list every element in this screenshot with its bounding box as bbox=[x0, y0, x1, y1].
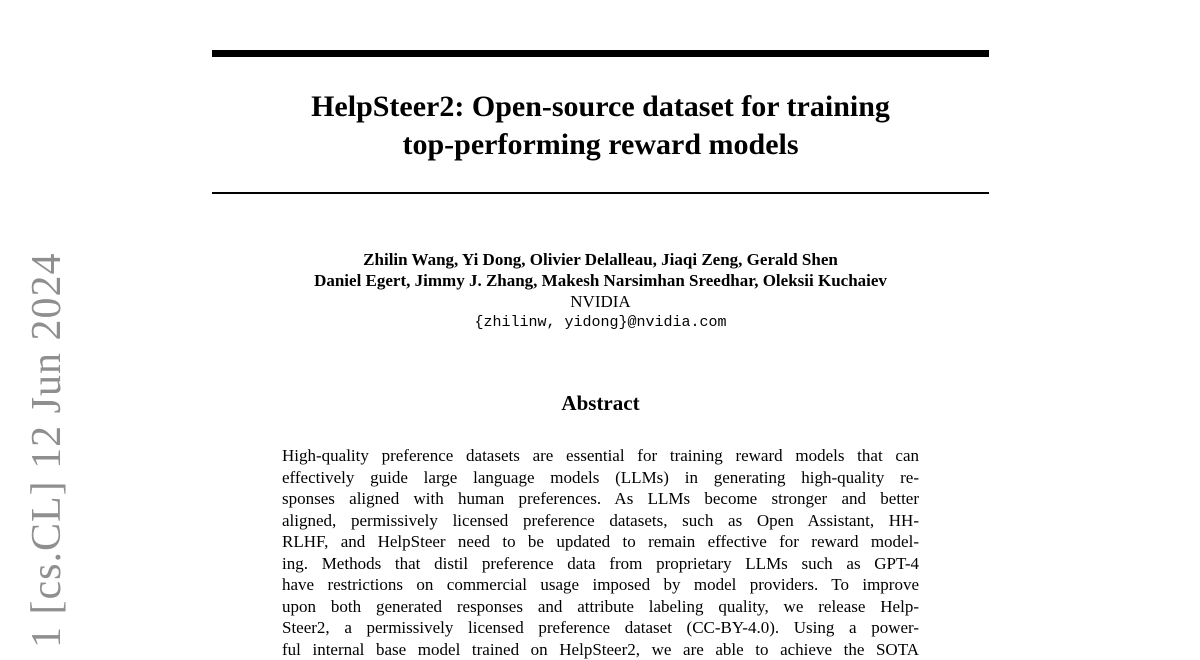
authors-line-2: Daniel Egert, Jimmy J. Zhang, Makesh Narsimhan Sreedhar, Oleksii Kuchaiev bbox=[212, 270, 989, 291]
title-bottom-rule bbox=[212, 192, 989, 194]
contact-email: {zhilinw, yidong}@nvidia.com bbox=[212, 312, 989, 334]
paper-title-line-1: HelpSteer2: Open-source dataset for training bbox=[311, 90, 890, 123]
abstract-line: have restrictions on commercial usage imposed by model providers. To improve bbox=[282, 574, 919, 596]
arxiv-side-stamp: 1 [cs.CL] 12 Jun 2024 bbox=[22, 253, 72, 648]
abstract-line: sponses aligned with human preferences. As LLMs become stronger and better bbox=[282, 488, 919, 510]
affiliation: NVIDIA bbox=[212, 291, 989, 312]
abstract-line: Steer2, a permissively licensed preference dataset (CC-BY-4.0). Using a power- bbox=[282, 617, 919, 639]
paper-title bbox=[212, 88, 989, 164]
abstract-line: ing. Methods that distil preference data from proprietary LLMs such as GPT-4 bbox=[282, 553, 919, 575]
abstract-body bbox=[282, 445, 919, 660]
abstract-line: High-quality preference datasets are essential for training reward models that can bbox=[282, 445, 919, 467]
abstract-line: ful internal base model trained on HelpSteer2, we are able to achieve the SOTA bbox=[282, 639, 919, 660]
abstract-line: effectively guide large language models (LLMs) in generating high-quality re- bbox=[282, 467, 919, 489]
abstract-line: RLHF, and HelpSteer need to be updated to remain effective for reward model- bbox=[282, 531, 919, 553]
abstract-heading: Abstract bbox=[212, 390, 989, 416]
authors-line-1: Zhilin Wang, Yi Dong, Olivier Delalleau, Jiaqi Zeng, Gerald Shen bbox=[212, 249, 989, 270]
abstract-line: upon both generated responses and attribute labeling quality, we release Help- bbox=[282, 596, 919, 618]
author-block bbox=[212, 249, 989, 334]
title-top-rule bbox=[212, 50, 989, 57]
paper-title-line-2: top-performing reward models bbox=[402, 128, 798, 161]
abstract-line: aligned, permissively licensed preference datasets, such as Open Assistant, HH- bbox=[282, 510, 919, 532]
